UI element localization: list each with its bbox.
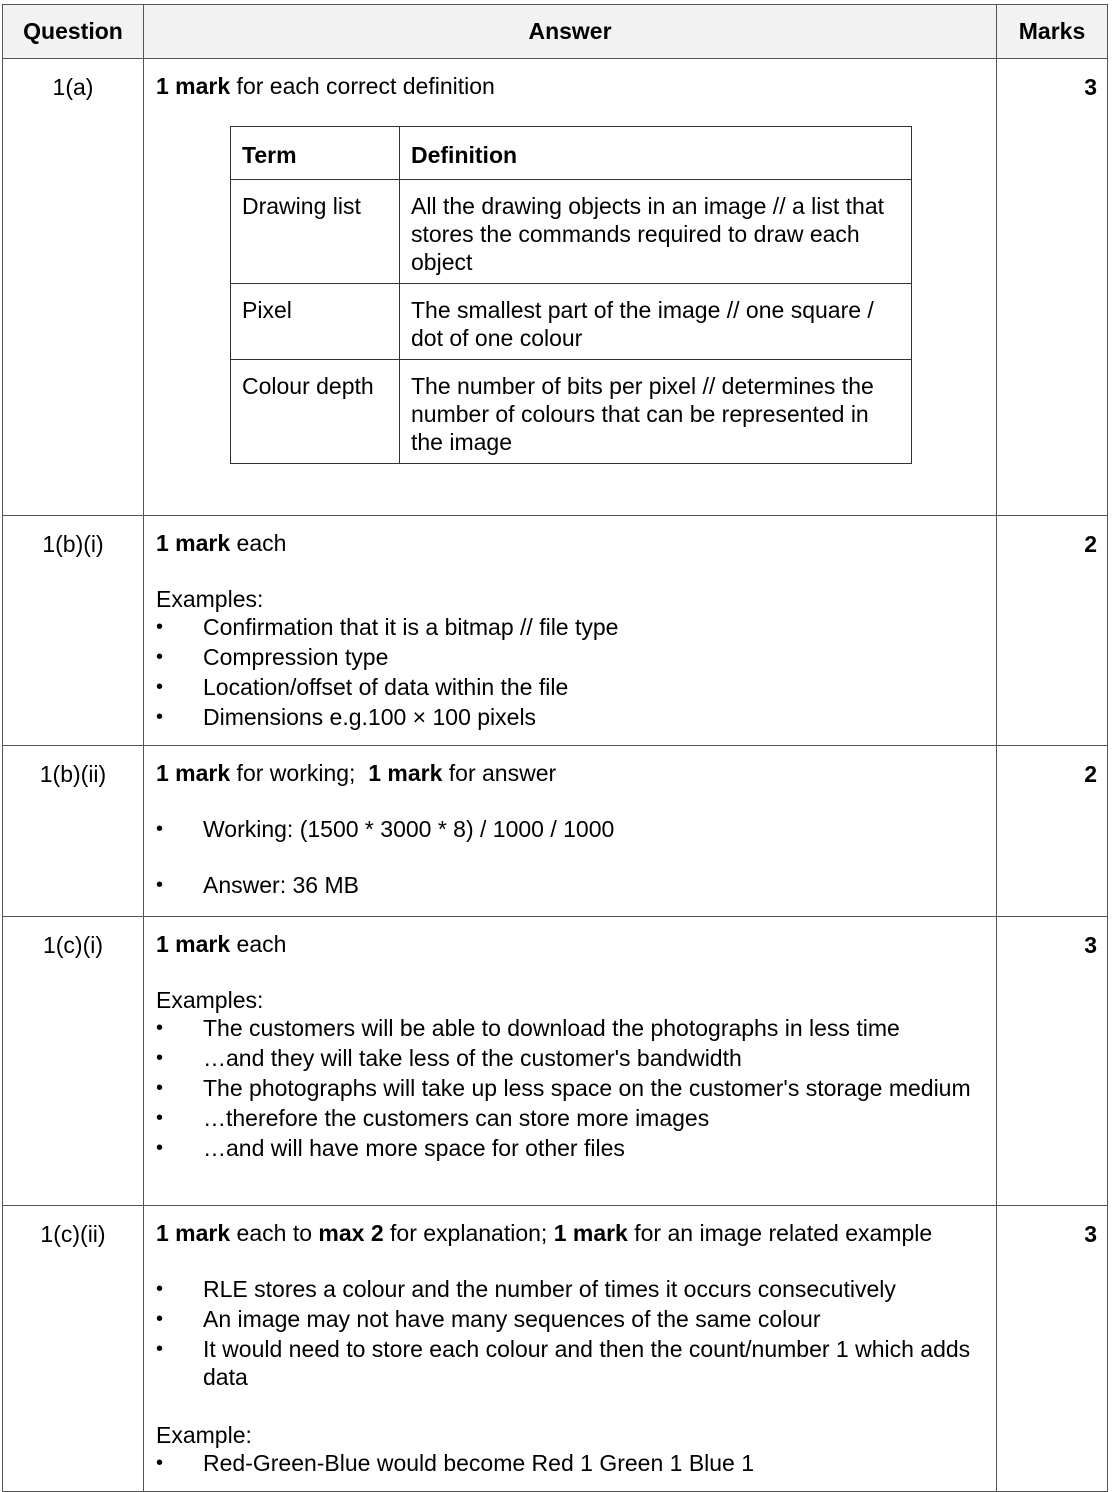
definition-header: Definition (400, 127, 912, 180)
list-item: • Compression type (156, 643, 984, 671)
table-row (3, 1206, 1108, 1492)
term-cell: Drawing list (231, 180, 400, 284)
answer-cell (144, 1206, 997, 1492)
term-cell: Pixel (231, 284, 400, 360)
answer-lead: 1 mark each to max 2 for explanation; 1 mark for an image related example (156, 1220, 933, 1246)
list-item: • It would need to store each colour and then the count/number 1 which adds data (156, 1335, 984, 1391)
list-item: • Working: (1500 * 3000 * 8) / 1000 / 1000 (156, 815, 984, 843)
list-item: • The customers will be able to download the photographs in less time (156, 1014, 984, 1042)
definition-row (231, 284, 912, 360)
list-item: • Dimensions e.g.100 × 100 pixels (156, 703, 984, 731)
question-cell: 1(c)(i) (3, 917, 144, 1206)
bullet-list (156, 815, 984, 899)
definitions-header-row (231, 127, 912, 180)
list-item: • Red-Green-Blue would become Red 1 Green 1 Blue 1 (156, 1449, 984, 1477)
answer-cell (144, 746, 997, 917)
term-cell: Colour depth (231, 360, 400, 464)
list-item: • Location/offset of data within the file (156, 673, 984, 701)
bullet-list (156, 1449, 984, 1477)
list-item: • An image may not have many sequences of the same colour (156, 1305, 984, 1333)
answer-lead: 1 mark each (156, 530, 287, 556)
answer-header: Answer (144, 5, 997, 59)
table-row (3, 516, 1108, 746)
definition-cell: The smallest part of the image // one square / dot of one colour (400, 284, 912, 360)
header-row (3, 5, 1108, 59)
bullet-list (156, 1014, 984, 1162)
examples-label: Examples: (156, 586, 264, 612)
bullet-list (156, 613, 984, 731)
definition-cell: The number of bits per pixel // determines the number of colours that can be represented in the image (400, 360, 912, 464)
definitions-table (230, 126, 912, 464)
example-label: Example: (156, 1422, 252, 1448)
answer-lead: 1 mark each (156, 931, 287, 957)
answer-lead: 1 mark for each correct definition (156, 73, 495, 99)
list-item: • …and will have more space for other files (156, 1134, 984, 1162)
marks-header: Marks (997, 5, 1108, 59)
marks-cell: 2 (997, 516, 1108, 746)
examples-label: Examples: (156, 987, 264, 1013)
marks-cell: 3 (997, 917, 1108, 1206)
list-item: • Answer: 36 MB (156, 871, 984, 899)
marks-cell: 3 (997, 59, 1108, 516)
list-item: • The photographs will take up less space on the customer's storage medium (156, 1074, 984, 1102)
answer-cell (144, 516, 997, 746)
definition-row (231, 360, 912, 464)
definition-row (231, 180, 912, 284)
question-cell: 1(b)(ii) (3, 746, 144, 917)
list-item: • RLE stores a colour and the number of times it occurs consecutively (156, 1275, 984, 1303)
question-cell: 1(a) (3, 59, 144, 516)
list-item: • …and they will take less of the customer's bandwidth (156, 1044, 984, 1072)
answer-lead: 1 mark for working; 1 mark for answer (156, 760, 557, 786)
marks-cell: 3 (997, 1206, 1108, 1492)
answer-cell (144, 59, 997, 516)
definition-cell: All the drawing objects in an image // a list that stores the commands required to draw each object (400, 180, 912, 284)
answer-cell (144, 917, 997, 1206)
marks-cell: 2 (997, 746, 1108, 917)
list-item: • Confirmation that it is a bitmap // file type (156, 613, 984, 641)
question-header: Question (3, 5, 144, 59)
table-row (3, 59, 1108, 516)
question-cell: 1(b)(i) (3, 516, 144, 746)
table-row (3, 746, 1108, 917)
table-row (3, 917, 1108, 1206)
term-header: Term (231, 127, 400, 180)
question-cell: 1(c)(ii) (3, 1206, 144, 1492)
mark-scheme-table (2, 4, 1108, 1492)
list-item: • …therefore the customers can store more images (156, 1104, 984, 1132)
bullet-list (156, 1275, 984, 1391)
